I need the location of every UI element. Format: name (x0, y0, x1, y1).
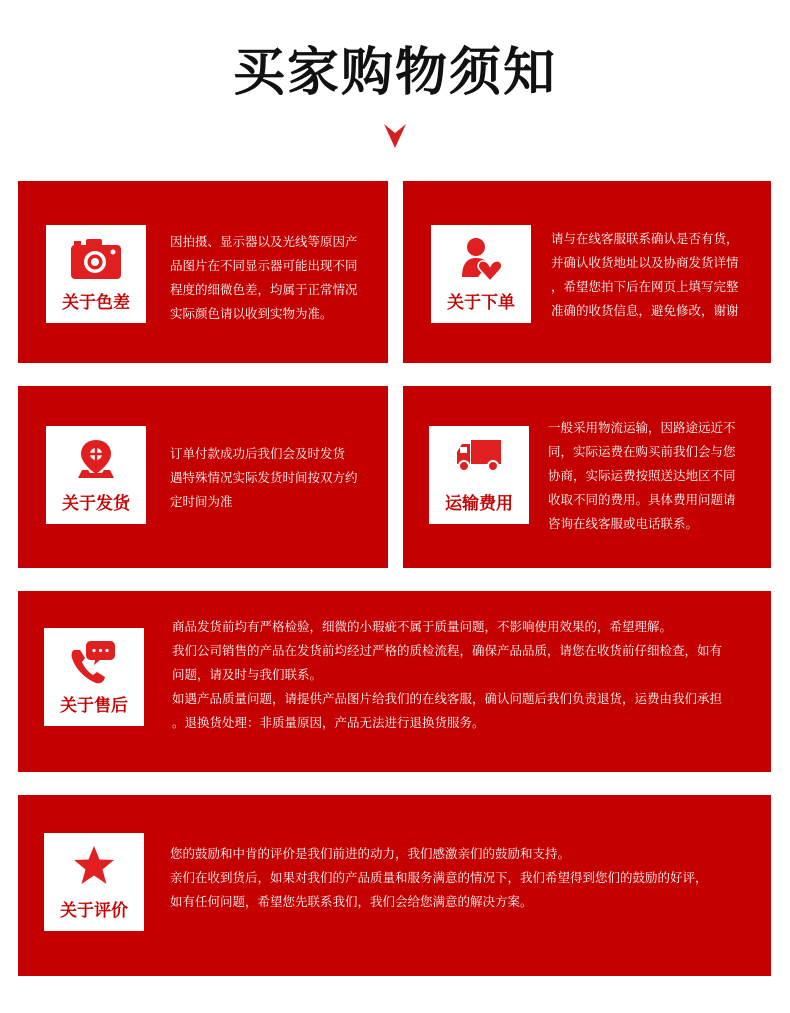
card-shipping (18, 386, 388, 568)
text-line: 问题，请及时与我们联系。 (172, 667, 323, 682)
icon-label: 关于下单 (447, 293, 515, 313)
card-text (170, 442, 380, 514)
text-line: 请与在线客服联系确认是否有货， (551, 231, 739, 246)
text-line: 定时间为准 (170, 494, 233, 509)
truck-icon (455, 438, 503, 474)
card-text (170, 230, 380, 326)
text-line: 您的鼓励和中肯的评价是我们前进的动力，我们感激亲们的鼓励和支持。 (170, 846, 571, 861)
camera-icon (71, 237, 121, 279)
icon-label: 关于售后 (60, 696, 128, 716)
text-line: 我们公司销售的产品在发货前均经过严格的质检流程，确保产品品质，请您在收货前仔细检查，如有 (172, 643, 723, 658)
icon-box (429, 426, 529, 524)
icon-box (44, 833, 144, 931)
card-text (548, 416, 763, 536)
user-heart-icon (460, 237, 502, 281)
text-line: 如有任何问题，希望您先联系我们，我们会给您满意的解决方案。 (170, 894, 533, 909)
icon-label: 运输费用 (445, 494, 513, 514)
icon-box (46, 426, 146, 524)
text-line: 准确的收货信息，避免修改，谢谢 (551, 303, 739, 318)
card-after-sales (18, 591, 771, 772)
text-line: 商品发货前均有严格检验，细微的小瑕疵不属于质量问题，不影响使用效果的，希望理解。 (172, 619, 673, 634)
text-line: 如遇产品质量问题，请提供产品图片给我们的在线客服，确认问题后我们负责退货，运费由我们承担 (172, 691, 723, 706)
card-shipping-fees (403, 386, 771, 568)
text-line: 遇特殊情况实际发货时间按双方约 (170, 470, 358, 485)
text-line: 程度的细微色差，均属于正常情况 (170, 282, 358, 297)
text-line: 收取不同的费用。具体费用问题请 (548, 492, 736, 507)
text-line: 咨询在线客服或电话联系。 (548, 516, 699, 531)
icon-box (431, 225, 531, 323)
page-title: 买家购物须知 (232, 42, 557, 103)
text-line: 。退换货处理：非质量原因，产品无法进行退换货服务。 (172, 715, 485, 730)
text-line: 实际颜色请以收到实物为准。 (170, 306, 333, 321)
phone-chat-icon (70, 640, 118, 684)
map-pin-icon (76, 438, 116, 480)
star-icon (73, 845, 115, 885)
chevron-down-icon (384, 124, 406, 148)
icon-label: 关于评价 (60, 901, 128, 921)
card-reviews (18, 795, 771, 976)
icon-label: 关于发货 (62, 494, 130, 514)
icon-label: 关于色差 (62, 293, 130, 313)
card-text (551, 227, 766, 323)
text-line: 亲们在收到货后，如果对我们的产品质量和服务满意的情况下，我们希望得到您们的鼓励的好评， (170, 870, 708, 885)
card-text (172, 615, 766, 735)
text-line: 订单付款成功后我们会及时发货 (170, 446, 346, 461)
text-line: ，希望您拍下后在网页上填写完整 (551, 279, 739, 294)
text-line: 一般采用物流运输，因路途远近不 (548, 420, 736, 435)
text-line: 协商，实际运费按照送达地区不同 (548, 468, 736, 483)
card-ordering (403, 181, 771, 363)
icon-box (46, 225, 146, 323)
text-line: 并确认收货地址以及协商发货详情 (551, 255, 739, 270)
card-color-difference (18, 181, 388, 363)
text-line: 因拍摄、显示器以及光线等原因产 (170, 234, 358, 249)
icon-box (44, 628, 144, 726)
card-text (170, 842, 766, 914)
text-line: 同，实际运费在购买前我们会与您 (548, 444, 736, 459)
text-line: 品图片在不同显示器可能出现不同 (170, 258, 358, 273)
